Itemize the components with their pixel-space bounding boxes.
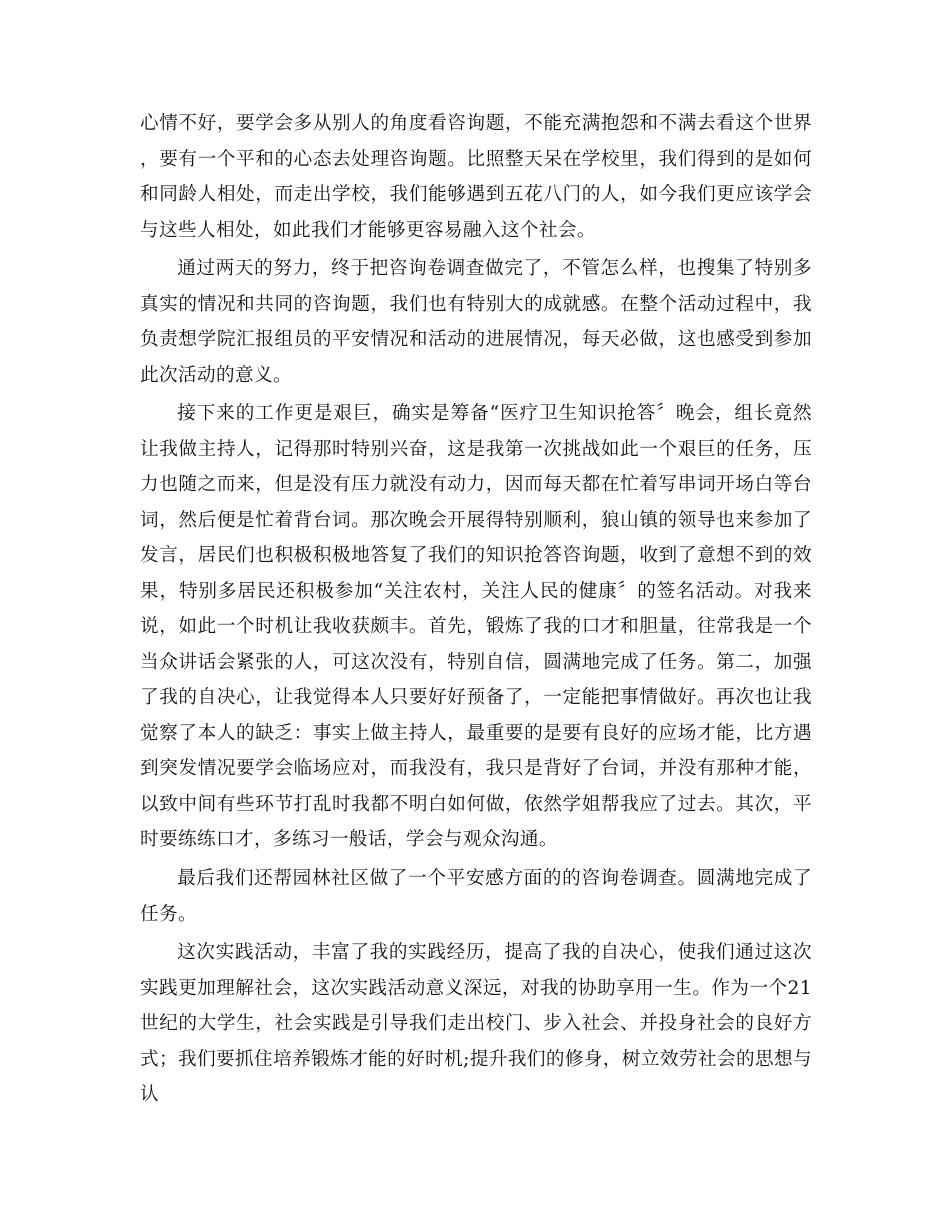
- paragraph-3: 接下来的工作更是艰巨，确实是筹备“医疗卫生知识抢答〞晚会，组长竟然让我做主持人，记得那时特别兴奋，这是我第一次挑战如此一个艰巨的任务，压力也随之而来，但是没有压力就没有动力，因而每天都在忙着写串词开场白等台词，然后便是忙着背台词。那次晚会开展得特别顺利，狼山镇的领导也来参加了发言，居民们也积极积极地答复了我们的知识抢答咨询题，收到了意想不到的效果，特别多居民还积极参加“关注农村，关注人民的健康〞的签名活动。对我来说，如此一个时机让我收获颇丰。首先，锻炼了我的口才和胆量，往常我是一个当众讲话会紧张的人，可这次没有，特别自信，圆满地完成了任务。第二，加强了我的自决心，让我觉得本人只要好好预备了，一定能把事情做好。再次也让我觉察了本人的缺乏：事实上做主持人，最重要的是要有良好的应场才能，比方遇到突发情况要学会临场应对，而我没有，我只是背好了台词，并没有那种才能，以致中间有些环节打乱时我都不明白如何做，依然学姐帮我应了过去。其次，平时要练练口才，多练习一般话，学会与观众沟通。: [140, 403, 812, 851]
- paragraph-4: 最后我们还帮园林社区做了一个平安感方面的的咨询卷调查。圆满地完成了任务。: [140, 868, 812, 925]
- document-body: [140, 106, 812, 1116]
- paragraph-2: 通过两天的努力，终于把咨询卷调查做完了，不管怎么样，也搜集了特别多真实的情况和共同的咨询题，我们也有特别大的成就感。在整个活动过程中，我负责想学院汇报组员的平安情况和活动的进展情况，每天必做，这也感受到参加此次活动的意义。: [140, 258, 812, 386]
- paragraph-1: 心情不好，要学会多从别人的角度看咨询题，不能充满抱怨和不满去看这个世界，要有一个平和的心态去处理咨询题。比照整天呆在学校里，我们得到的是如何和同龄人相处，而走出学校，我们能够遇到五花八门的人，如今我们更应该学会与这些人相处，如此我们才能够更容易融入这个社会。: [140, 113, 812, 241]
- paragraph-5: 这次实践活动，丰富了我的实践经历，提高了我的自决心，使我们通过这次实践更加理解社会，这次实践活动意义深远，对我的协助享用一生。作为一个21世纪的大学生，社会实践是引导我们走出校门、步入社会、并投身社会的良好方式；我们要抓住培养锻炼才能的好时机;提升我们的修身，树立效劳社会的思想与认: [140, 942, 812, 1106]
